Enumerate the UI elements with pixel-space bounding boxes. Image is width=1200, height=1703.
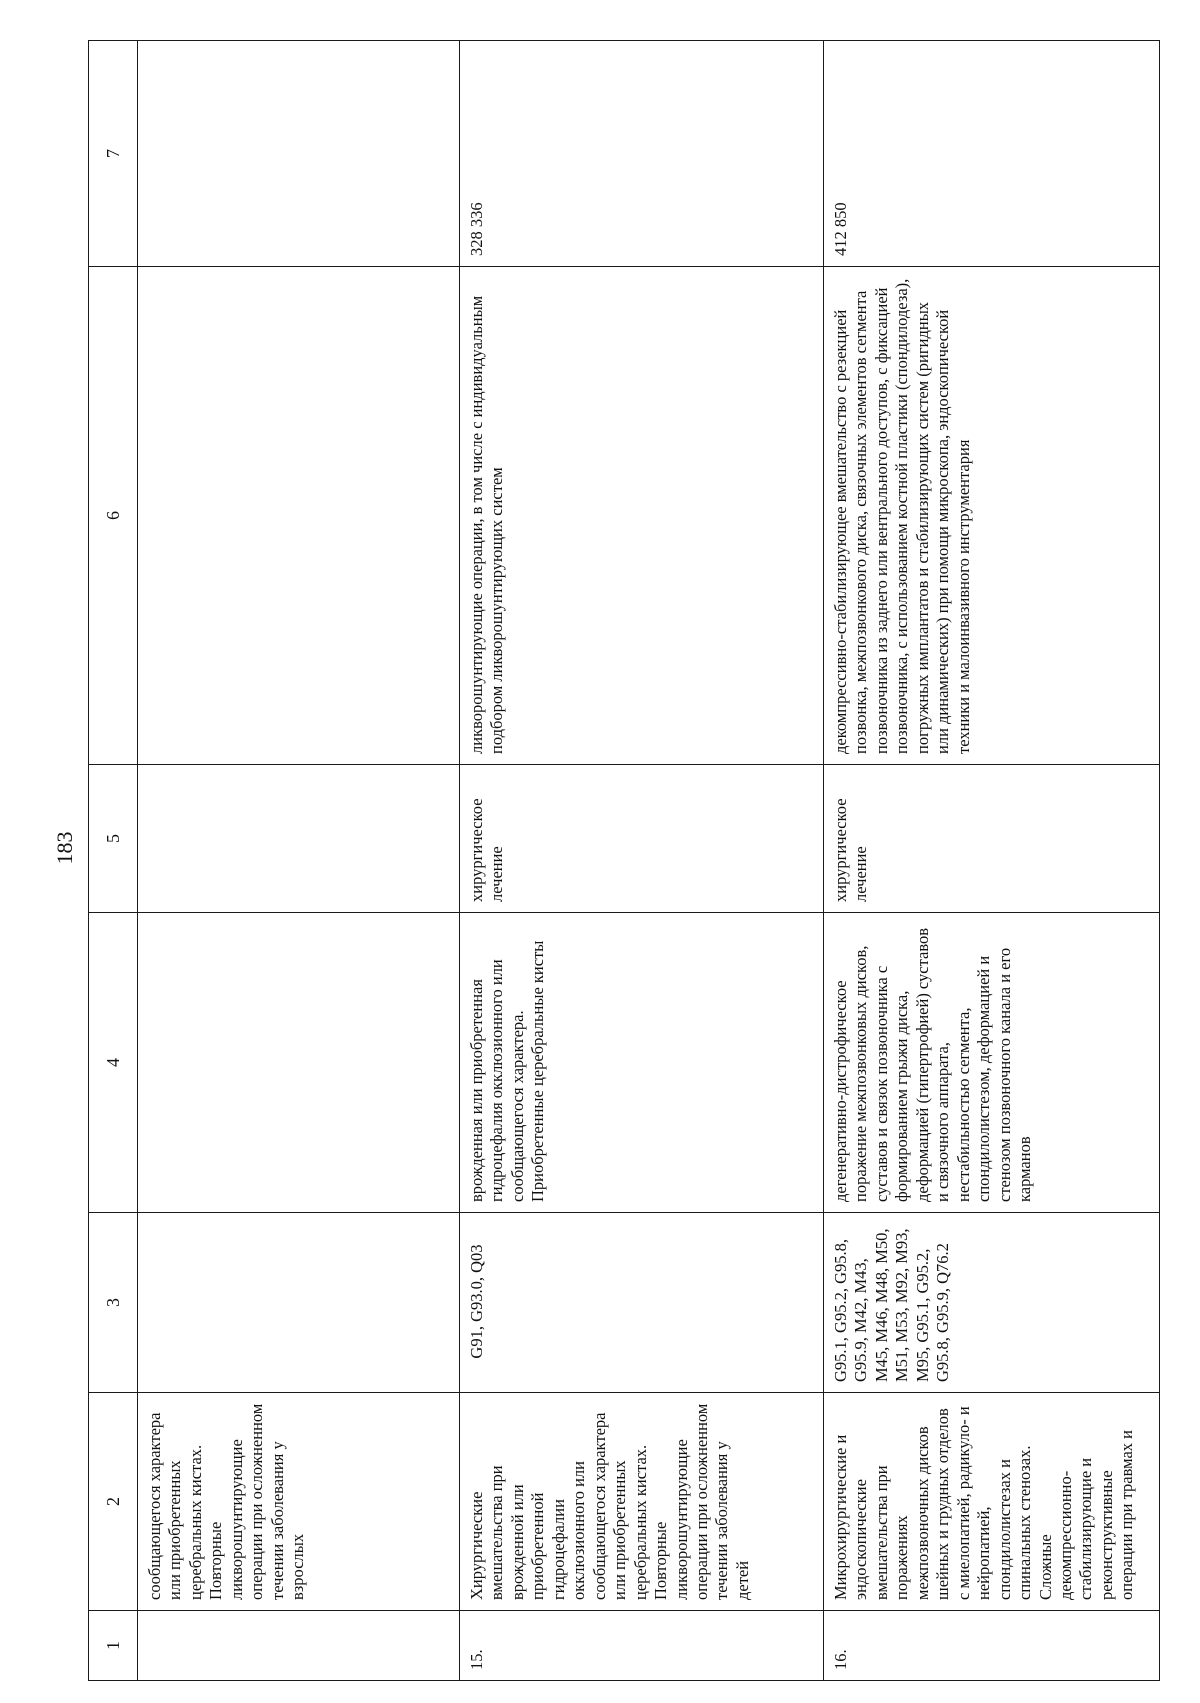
treatment-type: хирургическое лечение [824, 765, 1160, 913]
cost: 412 850 [824, 41, 1160, 267]
row-number: 16. [824, 1611, 1160, 1681]
column-number: 1 [89, 1611, 138, 1681]
intervention-name: Микрохирургические и эндоскопические вмешательства при поражениях межпозвоночных дисков шейных и грудных отделов с миелопатией, радикуло- и нейропатией, спондилолистезах и спинальных стенозах. Сложные декомпрессионно-стабилизирующие и реконструктивные операции при травмах и [824, 1393, 1160, 1611]
patient-model: дегенеративно-дистрофическое поражение межпозвонковых дисков, суставов и связок позвоночника с формированием грыжи диска, деформацией (гипертрофией) суставов и связочного аппарата, нестабильностью сегмента, спондилолистезом, деформацией и стенозом позвоночного канала и его карманов [824, 913, 1160, 1213]
treatment-type [138, 765, 460, 913]
intervention-name: Хирургические вмешательства при врожденной или приобретенной гидроцефалии окклюзионного или сообщающегося характера или приобретенных церебральных кистах. Повторные ликворошунтирующие операции при осложненном течении заболевания у детей [460, 1393, 824, 1611]
cost: 328 336 [460, 41, 824, 267]
column-number: 7 [89, 41, 138, 267]
column-number: 5 [89, 765, 138, 913]
column-number: 4 [89, 913, 138, 1213]
column-number: 6 [89, 267, 138, 765]
column-number: 3 [89, 1213, 138, 1393]
icd-codes [138, 1213, 460, 1393]
treatment-method: декомпрессивно-стабилизирующее вмешательство с резекцией позвонка, межпозвонкового диска, связочных элементов сегмента позвоночника из заднего или вентрального доступов, с фиксацией позвоночника, с использованием костной пластики (спондилодеза), погружных имплантатов и стабилизирующих систем (ригидных или динамических) при помощи микроскопа, эндоскопической техники и малоинвазивного инструментария [824, 267, 1160, 765]
medical-care-table [88, 40, 1160, 1681]
row-number [138, 1611, 460, 1681]
treatment-method: ликворошунтирующие операции, в том числе с индивидуальным подбором ликворошунтирующих систем [460, 267, 824, 765]
column-number-row [89, 41, 138, 1681]
cost [138, 41, 460, 267]
icd-codes: G95.1, G95.2, G95.8, G95.9, M42, M43, M45, M46, M48, M50, M51, M53, M92, M93, M95, G95.1, G95.2, G95.8, G95.9, Q76.2 [824, 1213, 1160, 1393]
treatment-type: хирургическое лечение [460, 765, 824, 913]
table-row [460, 41, 824, 1681]
patient-model [138, 913, 460, 1213]
column-number: 2 [89, 1393, 138, 1611]
patient-model: врожденная или приобретенная гидроцефалия окклюзионного или сообщающегося характера. Приобретенные церебральные кисты [460, 913, 824, 1213]
icd-codes: G91, G93.0, Q03 [460, 1213, 824, 1393]
page-number: 183 [52, 831, 77, 865]
intervention-name: сообщающегося характера или приобретенных церебральных кистах. Повторные ликворошунтирующие операции при осложненном течении заболевания у взрослых [138, 1393, 460, 1611]
row-number: 15. [460, 1611, 824, 1681]
table-row [138, 41, 460, 1681]
table-row [824, 41, 1160, 1681]
treatment-method [138, 267, 460, 765]
